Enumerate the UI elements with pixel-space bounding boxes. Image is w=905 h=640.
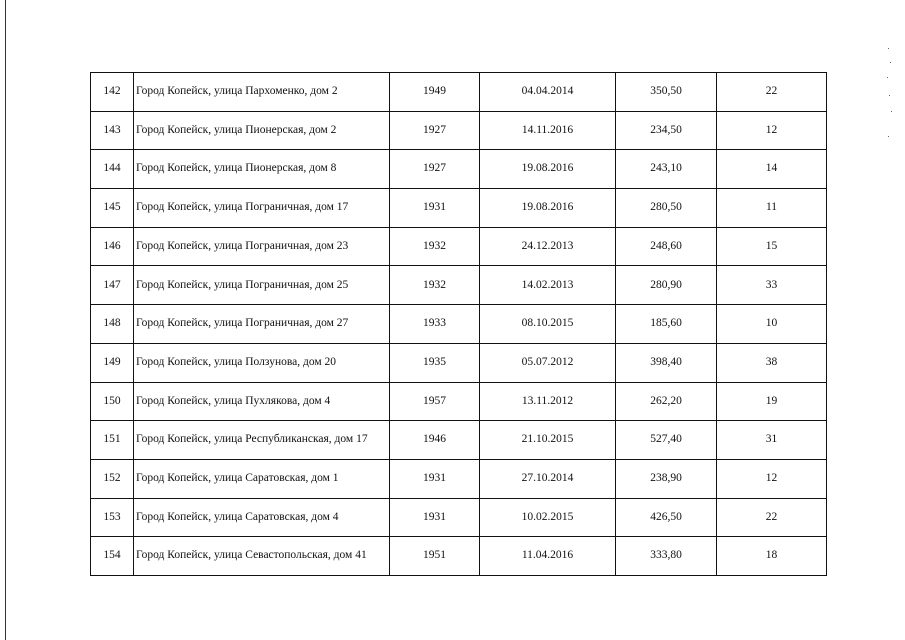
date-cell: 27.10.2014 xyxy=(480,459,616,498)
date-cell: 11.04.2016 xyxy=(480,537,616,576)
area-cell: 262,20 xyxy=(616,382,717,421)
build-year-cell: 1931 xyxy=(390,498,480,537)
row-number-cell: 148 xyxy=(91,305,134,344)
address-cell: Город Копейск, улица Пограничная, дом 17 xyxy=(134,189,390,228)
area-cell: 243,10 xyxy=(616,150,717,189)
area-cell: 280,50 xyxy=(616,189,717,228)
build-year-cell: 1946 xyxy=(390,421,480,460)
build-year-cell: 1935 xyxy=(390,343,480,382)
count-cell: 12 xyxy=(717,111,827,150)
build-year-cell: 1949 xyxy=(390,73,480,112)
date-cell: 19.08.2016 xyxy=(480,150,616,189)
table-row xyxy=(91,189,827,228)
address-cell: Город Копейск, улица Пухлякова, дом 4 xyxy=(134,382,390,421)
row-number-cell: 143 xyxy=(91,111,134,150)
row-number-cell: 152 xyxy=(91,459,134,498)
address-cell: Город Копейск, улица Саратовская, дом 4 xyxy=(134,498,390,537)
count-cell: 33 xyxy=(717,266,827,305)
date-cell: 14.11.2016 xyxy=(480,111,616,150)
table-row xyxy=(91,498,827,537)
build-year-cell: 1933 xyxy=(390,305,480,344)
row-number-cell: 147 xyxy=(91,266,134,305)
row-number-cell: 145 xyxy=(91,189,134,228)
count-cell: 14 xyxy=(717,150,827,189)
area-cell: 234,50 xyxy=(616,111,717,150)
address-cell: Город Копейск, улица Пионерская, дом 8 xyxy=(134,150,390,189)
area-cell: 185,60 xyxy=(616,305,717,344)
table-row xyxy=(91,537,827,576)
row-number-cell: 153 xyxy=(91,498,134,537)
count-cell: 22 xyxy=(717,73,827,112)
date-cell: 05.07.2012 xyxy=(480,343,616,382)
table-row xyxy=(91,343,827,382)
address-cell: Город Копейск, улица Республиканская, дом 17 xyxy=(134,421,390,460)
build-year-cell: 1931 xyxy=(390,459,480,498)
housing-registry-table xyxy=(90,72,827,576)
count-cell: 11 xyxy=(717,189,827,228)
count-cell: 22 xyxy=(717,498,827,537)
table-row xyxy=(91,459,827,498)
table-row xyxy=(91,227,827,266)
build-year-cell: 1932 xyxy=(390,227,480,266)
row-number-cell: 150 xyxy=(91,382,134,421)
area-cell: 527,40 xyxy=(616,421,717,460)
date-cell: 08.10.2015 xyxy=(480,305,616,344)
address-cell: Город Копейск, улица Севастопольская, дом 41 xyxy=(134,537,390,576)
row-number-cell: 144 xyxy=(91,150,134,189)
date-cell: 21.10.2015 xyxy=(480,421,616,460)
address-cell: Город Копейск, улица Пограничная, дом 27 xyxy=(134,305,390,344)
area-cell: 333,80 xyxy=(616,537,717,576)
row-number-cell: 146 xyxy=(91,227,134,266)
table-row xyxy=(91,266,827,305)
area-cell: 238,90 xyxy=(616,459,717,498)
address-cell: Город Копейск, улица Пархоменко, дом 2 xyxy=(134,73,390,112)
row-number-cell: 142 xyxy=(91,73,134,112)
address-cell: Город Копейск, улица Саратовская, дом 1 xyxy=(134,459,390,498)
table-row xyxy=(91,421,827,460)
table-body xyxy=(91,73,827,576)
table-row xyxy=(91,382,827,421)
area-cell: 280,90 xyxy=(616,266,717,305)
address-cell: Город Копейск, улица Ползунова, дом 20 xyxy=(134,343,390,382)
address-cell: Город Копейск, улица Пограничная, дом 23 xyxy=(134,227,390,266)
table-row xyxy=(91,111,827,150)
area-cell: 426,50 xyxy=(616,498,717,537)
build-year-cell: 1927 xyxy=(390,150,480,189)
page-edge-line xyxy=(5,0,6,640)
count-cell: 38 xyxy=(717,343,827,382)
count-cell: 18 xyxy=(717,537,827,576)
date-cell: 24.12.2013 xyxy=(480,227,616,266)
address-cell: Город Копейск, улица Пионерская, дом 2 xyxy=(134,111,390,150)
build-year-cell: 1951 xyxy=(390,537,480,576)
table-row xyxy=(91,73,827,112)
row-number-cell: 151 xyxy=(91,421,134,460)
date-cell: 14.02.2013 xyxy=(480,266,616,305)
row-number-cell: 149 xyxy=(91,343,134,382)
row-number-cell: 154 xyxy=(91,537,134,576)
date-cell: 10.02.2015 xyxy=(480,498,616,537)
count-cell: 12 xyxy=(717,459,827,498)
build-year-cell: 1932 xyxy=(390,266,480,305)
scan-noise xyxy=(886,40,892,160)
count-cell: 19 xyxy=(717,382,827,421)
table-row xyxy=(91,150,827,189)
date-cell: 19.08.2016 xyxy=(480,189,616,228)
build-year-cell: 1931 xyxy=(390,189,480,228)
build-year-cell: 1927 xyxy=(390,111,480,150)
area-cell: 398,40 xyxy=(616,343,717,382)
area-cell: 350,50 xyxy=(616,73,717,112)
date-cell: 13.11.2012 xyxy=(480,382,616,421)
count-cell: 15 xyxy=(717,227,827,266)
address-cell: Город Копейск, улица Пограничная, дом 25 xyxy=(134,266,390,305)
area-cell: 248,60 xyxy=(616,227,717,266)
count-cell: 10 xyxy=(717,305,827,344)
table-row xyxy=(91,305,827,344)
count-cell: 31 xyxy=(717,421,827,460)
date-cell: 04.04.2014 xyxy=(480,73,616,112)
build-year-cell: 1957 xyxy=(390,382,480,421)
